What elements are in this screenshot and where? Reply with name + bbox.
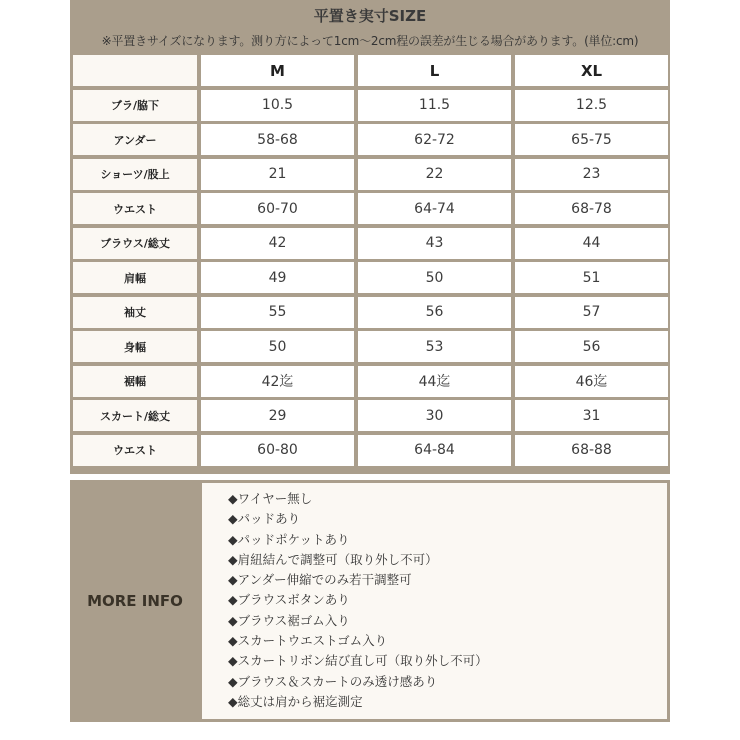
table-cell: 12.5	[515, 90, 668, 121]
size-header-xl: XL	[515, 55, 668, 86]
table-cell: 68-88	[515, 435, 668, 466]
table-cell: 62-72	[358, 124, 511, 155]
table-cell: 60-70	[201, 193, 354, 224]
size-table	[73, 55, 667, 466]
table-cell: 58-68	[201, 124, 354, 155]
table-cell: 56	[358, 297, 511, 328]
info-item: ◆アンダー伸縮でのみ若干調整可	[228, 572, 412, 588]
row-label: ブラウス/総丈	[73, 228, 197, 259]
more-info-label: MORE INFO	[87, 592, 183, 610]
info-item: ◆スカートウエストゴム入り	[228, 633, 388, 649]
table-cell: 56	[515, 331, 668, 362]
info-item: ◆総丈は肩から裾迄測定	[228, 693, 363, 709]
size-table-title: 平置き実寸SIZE	[313, 7, 427, 25]
info-item: ◆ブラウス裾ゴム入り	[228, 612, 350, 628]
size-header-l: L	[358, 55, 511, 86]
table-cell: 21	[201, 159, 354, 190]
table-cell: 44	[515, 228, 668, 259]
row-label: ウエスト	[73, 435, 197, 466]
row-label: アンダー	[73, 124, 197, 155]
table-cell: 68-78	[515, 193, 668, 224]
table-cell: 60-80	[201, 435, 354, 466]
table-cell: 42	[201, 228, 354, 259]
table-cell: 29	[201, 400, 354, 431]
table-cell: 53	[358, 331, 511, 362]
table-cell: 23	[515, 159, 668, 190]
table-cell: 51	[515, 262, 668, 293]
row-label: ブラ/脇下	[73, 90, 197, 121]
info-item: ◆ブラウス＆スカートのみ透け感あり	[228, 673, 438, 689]
table-cell: 43	[358, 228, 511, 259]
table-cell: 11.5	[358, 90, 511, 121]
table-cell: 46迄	[515, 366, 668, 397]
table-cell: 49	[201, 262, 354, 293]
table-cell: 22	[358, 159, 511, 190]
row-label: 肩幅	[73, 262, 197, 293]
table-cell: 55	[201, 297, 354, 328]
row-label: 袖丈	[73, 297, 197, 328]
info-item: ◆肩紐結んで調整可（取り外し不可）	[228, 551, 438, 567]
table-cell: 30	[358, 400, 511, 431]
row-label: スカート/総丈	[73, 400, 197, 431]
table-cell: 31	[515, 400, 668, 431]
info-item: ◆ブラウスボタンあり	[228, 592, 350, 608]
table-cell: 50	[358, 262, 511, 293]
row-label: ショーツ/股上	[73, 159, 197, 190]
table-cell: 64-84	[358, 435, 511, 466]
info-item: ◆パッドあり	[228, 511, 301, 527]
table-cell: 44迄	[358, 366, 511, 397]
info-item: ◆スカートリボン結び直し可（取り外し不可）	[228, 653, 488, 669]
row-label: ウエスト	[73, 193, 197, 224]
table-cell: 50	[201, 331, 354, 362]
table-cell: 57	[515, 297, 668, 328]
table-cell: 64-74	[358, 193, 511, 224]
table-corner-cell	[73, 55, 197, 86]
info-item: ◆パッドポケットあり	[228, 531, 350, 547]
table-cell: 10.5	[201, 90, 354, 121]
row-label: 身幅	[73, 331, 197, 362]
table-cell: 42迄	[201, 366, 354, 397]
size-header-m: M	[201, 55, 354, 86]
info-item: ◆ワイヤー無し	[228, 491, 313, 506]
table-cell: 65-75	[515, 124, 668, 155]
size-table-note: ※平置きサイズになります。测り方によって1cm～2cm程の誤差が生じる場合があります。(単位:cm)	[101, 34, 639, 48]
row-label: 裾幅	[73, 366, 197, 397]
more-info-list	[202, 483, 667, 719]
